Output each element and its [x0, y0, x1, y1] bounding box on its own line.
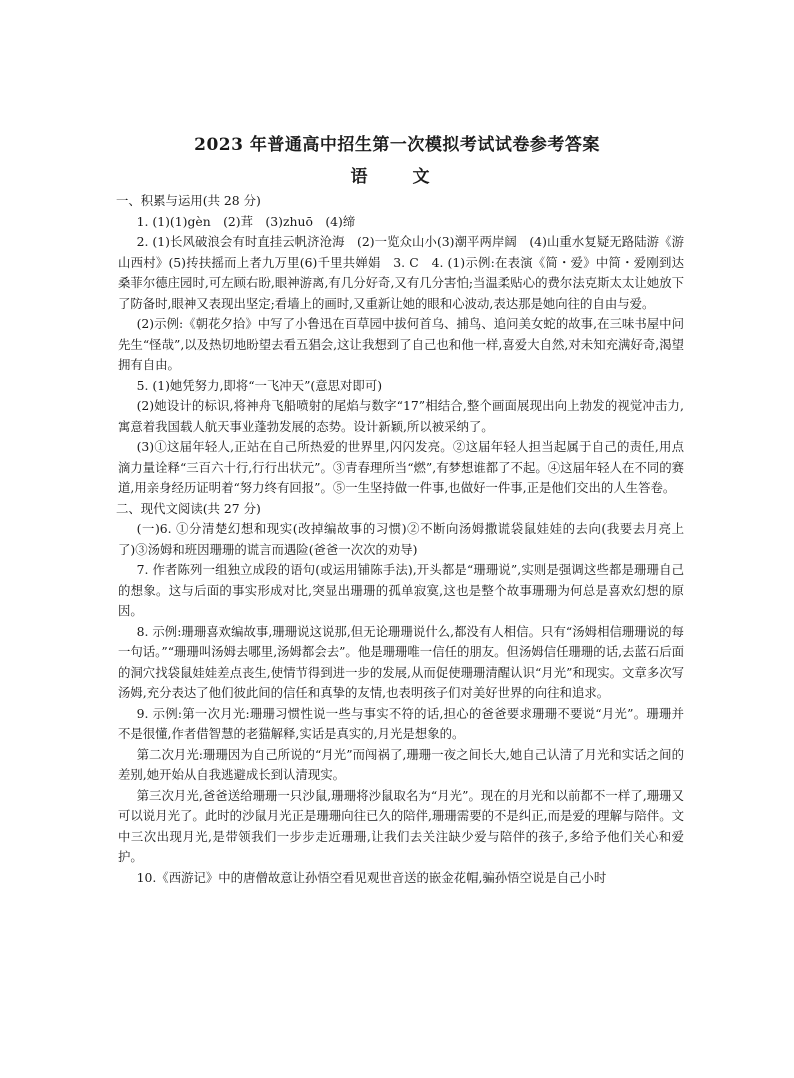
subject-heading: 语 文 — [350, 167, 444, 187]
section-heading-reading: 二、现代文阅读(共 27 分) — [116, 500, 261, 516]
answer-9-first: 9. 示例:第一次月光:珊珊习惯性说一些与事实不符的话,担心的爸爸要求珊珊不要说“月光”。珊珊并不是很懂,作者借智慧的老猫解释,实话是真实的,月光是想象的。 — [118, 705, 684, 741]
answer-1: 1. (1)(1)gèn (2)茸 (3)zhuō (4)缔 — [136, 213, 356, 229]
answer-8: 8. 示例:珊珊喜欢编故事,珊珊说这说那,但无论珊珊说什么,都没有人相信。只有“汤姆相信珊珊说的每一句话。”“珊珊叫汤姆去哪里,汤姆都会去”。他是珊珊唯一信任的朋友。但汤姆信任珊珊的话,去蓝石后面的洞穴找袋鼠娃娃差点丧生,使情节得到进一步的发展,从而促使珊珊清醒认识“月光”和现实。文章多次写汤姆,充分表达了他们彼此间的信任和真挚的友情,也表明孩子们对美好世界的向往和追求。 — [118, 623, 684, 700]
answer-5-1: 5. (1)她凭努力,即将“一飞冲天”(意思对即可) — [136, 377, 383, 393]
answer-10: 10.《西游记》中的唐僧故意让孙悟空看见观世音送的嵌金花帽,骗孙悟空说是自己小时 — [136, 869, 607, 885]
answer-6: (一)6. ①分清楚幻想和现实(改掉编故事的习惯)②不断向汤姆撒谎袋鼠娃娃的去向(我要去月亮上了)③汤姆和班因珊珊的谎言而遇险(爸爸一次次的劝导) — [118, 521, 684, 557]
answer-content — [118, 191, 684, 888]
answer-9-third: 第三次月光,爸爸送给珊珊一只沙鼠,珊珊将沙鼠取名为“月光”。现在的月光和以前都不一样了,珊珊又可以说月光了。此时的沙鼠月光正是珊珊向往已久的陪伴,珊珊需要的不是纠正,而是爱的理解与陪伴。文中三次出现月光,是带领我们一步步走近珊珊,让我们去关注缺少爱与陪伴的孩子,多给予他们关心和爱护。 — [118, 787, 684, 864]
answer-2-4: 2. (1)长风破浪会有时直挂云帆济沧海 (2)一览众山小(3)潮平两岸阔 (4)山重水复疑无路陆游《游山西村》(5)抟扶摇而上者九万里(6)千里共婵娟 3. C 4. (1)示例:在表演《简・爱》中简・爱刚到达桑菲尔德庄园时,可左顾右盼,眼神游离,有几分好奇,又有几分害怕;当温柔贴心的费尔法克斯太太让她放下了防备时,眼神又表现出坚定;看墙上的画时,又重新让她的眼和心波动,表达那是她向往的自由与爱。 — [118, 234, 684, 311]
section-heading-accumulation: 一、积累与运用(共 28 分) — [116, 193, 261, 208]
answer-4-2: (2)示例:《朝花夕拾》中写了小鲁迅在百草园中拔何首乌、捕鸟、追问美女蛇的故事,在三味书屋中问先生“怪哉”,以及热切地盼望去看五猖会,这让我想到了自己也和他一样,喜爱大自然,对未知充满好奇,渴望拥有自由。 — [118, 316, 684, 372]
answer-5-2: (2)她设计的标识,将神舟飞船喷射的尾焰与数字“17”相结合,整个画面展现出向上勃发的视觉冲击力,寓意着我国载人航天事业蓬勃发展的态势。设计新颖,所以被采纳了。 — [118, 398, 684, 434]
answer-5-3: (3)①这届年轻人,正站在自己所热爱的世界里,闪闪发亮。②这届年轻人担当起属于自己的责任,用点滴力量诠释“三百六十行,行行出状元”。③青春理所当“燃”,有梦想谁都了不起。④这届年轻人在不同的赛道,用亲身经历证明着“努力终有回报”。⑤一生坚持做一件事,也做好一件事,正是他们交出的人生答卷。 — [118, 439, 685, 495]
answer-9-second: 第二次月光:珊珊因为自己所说的“月光”而闯祸了,珊珊一夜之间长大,她自己认清了月光和实话之间的差别,她开始从自我逃避成长到认清现实。 — [118, 746, 684, 782]
page-title: 2023 年普通高中招生第一次模拟考试试卷参考答案 — [194, 135, 600, 155]
answer-7: 7. 作者陈列一组独立成段的语句(或运用铺陈手法),开头都是“珊珊说”,实则是强调这些都是珊珊自己的想象。这与后面的事实形成对比,突显出珊珊的孤单寂寞,这也是整个故事珊珊为何总是喜欢幻想的原因。 — [118, 562, 684, 618]
